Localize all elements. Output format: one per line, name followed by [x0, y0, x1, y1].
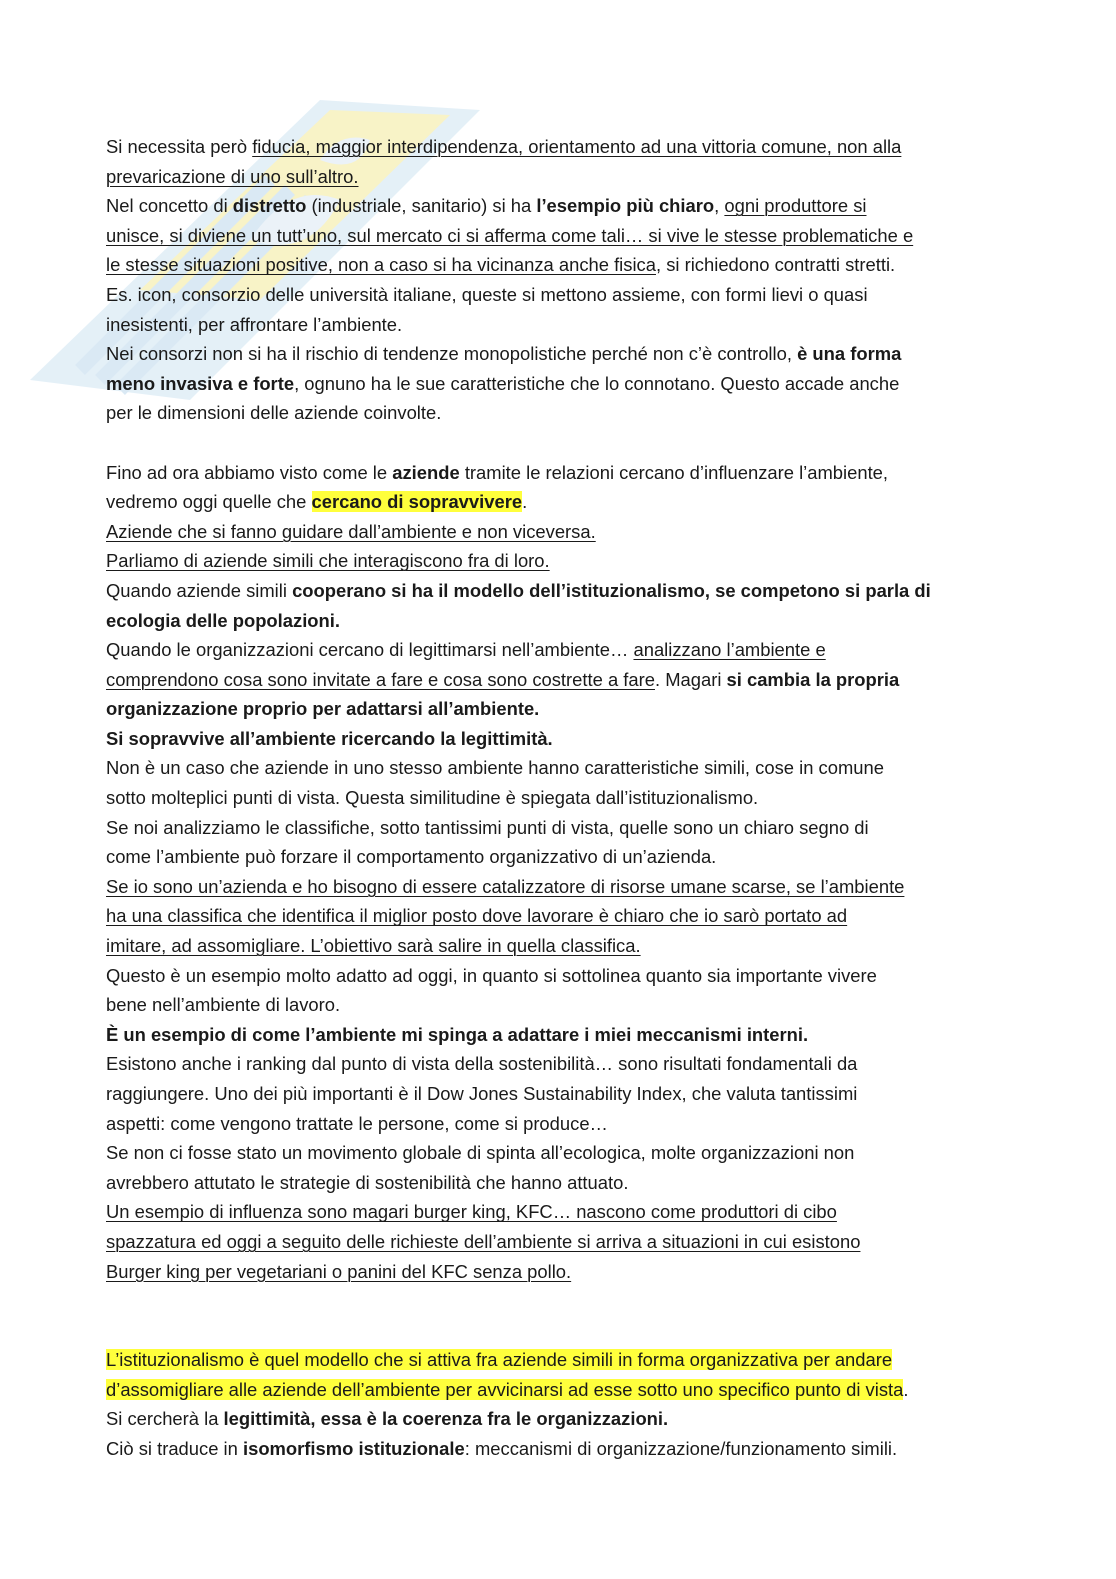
text-line: Si sopravvive all’ambiente ricercando la legittimità.: [106, 727, 553, 749]
text-line: Se non ci fosse stato un movimento globale di spinta all’ecologica, molte organizzazioni non: [106, 1142, 855, 1164]
text-line: ecologia delle popolazioni.: [106, 609, 340, 631]
text-line: imitare, ad assomigliare. L’obiettivo sarà salire in quella classifica.: [106, 935, 641, 957]
text-line: Si necessita però fiducia, maggior interdipendenza, orientamento ad una vittoria comune, non alla: [106, 136, 902, 157]
text-line: spazzatura ed oggi a seguito delle richieste dell’ambiente si arriva a situazioni in cui esistono: [106, 1230, 861, 1252]
text-line: Aziende che si fanno guidare dall’ambiente e non viceversa.: [106, 520, 596, 542]
text-line: d’assomigliare alle aziende dell’ambiente per avvicinarsi ad esse sotto uno specifico punto di vista.: [106, 1378, 909, 1400]
text-line: È un esempio di come l’ambiente mi spinga a adattare i miei meccanismi interni.: [106, 1023, 809, 1045]
text-line: Ciò si traduce in isomorfismo istituzionale: meccanismi di organizzazione/funzionamento simili.: [106, 1437, 898, 1459]
text-line: vedremo oggi quelle che cercano di sopravvivere.: [106, 491, 528, 513]
text-line: inesistenti, per affrontare l’ambiente.: [106, 313, 403, 335]
text-line: Parliamo di aziende simili che interagiscono fra di loro.: [106, 550, 550, 572]
text-line: sotto molteplici punti di vista. Questa similitudine è spiegata dall’istituzionalismo.: [106, 787, 759, 809]
text-line: Un esempio di influenza sono magari burger king, KFC… nascono come produttori di cibo: [106, 1201, 837, 1223]
text-line: Quando aziende simili cooperano si ha il modello dell’istituzionalismo, se competono si parla di: [106, 579, 931, 601]
text-line: Se io sono un’azienda e ho bisogno di essere catalizzatore di risorse umane scarse, se l’ambiente: [106, 875, 905, 897]
text-line: per le dimensioni delle aziende coinvolte.: [106, 402, 442, 424]
text-line: organizzazione proprio per adattarsi all’ambiente.: [106, 698, 540, 720]
text-line: Burger king per vegetariani o panini del KFC senza pollo.: [106, 1260, 572, 1282]
text-line: unisce, si diviene un tutt’uno, sul mercato ci si afferma come tali… si vive le stesse problematiche e: [106, 224, 914, 246]
text-line: comprendono cosa sono invitate a fare e cosa sono costrette a fare. Magari si cambia la propria: [106, 668, 900, 690]
text-line: L’istituzionalismo è quel modello che si attiva fra aziende simili in forma organizzativa per andare: [106, 1349, 893, 1371]
text-line: avrebbero attutato le strategie di sostenibilità che hanno attuato.: [106, 1171, 629, 1193]
text-line: Non è un caso che aziende in uno stesso ambiente hanno caratteristiche simili, cose in comune: [106, 757, 884, 779]
text-line: Si cercherà la legittimità, essa è la coerenza fra le organizzazioni.: [106, 1408, 669, 1430]
text-line: raggiungere. Uno dei più importanti è il Dow Jones Sustainability Index, che valuta tantissimi: [106, 1083, 858, 1104]
document-body: [106, 132, 1011, 1464]
text-line: ha una classifica che identifica il miglior posto dove lavorare è chiaro che io sarò portato ad: [106, 905, 848, 927]
text-line: Es. icon, consorzio delle università italiane, queste si mettono assieme, con formi lievi o quasi: [106, 283, 868, 305]
text-line: Nel concetto di distretto (industriale, sanitario) si ha l’esempio più chiaro, ogni produttore si: [106, 195, 867, 217]
text-line: le stesse situazioni positive, non a caso si ha vicinanza anche fisica, si richiedono contratti stretti.: [106, 254, 896, 276]
text-line: meno invasiva e forte, ognuno ha le sue caratteristiche che lo connotano. Questo accade anche: [106, 372, 900, 394]
text-line: Esistono anche i ranking dal punto di vista della sostenibilità… sono risultati fondamentali da: [106, 1053, 858, 1075]
text-line: Nei consorzi non si ha il rischio di tendenze monopolistiche perché non c’è controllo, è una forma: [106, 343, 902, 365]
text-line: Questo è un esempio molto adatto ad oggi, in quanto si sottolinea quanto sia importante vivere: [106, 964, 877, 986]
text-line: prevaricazione di uno sull’altro.: [106, 165, 359, 187]
text-line: come l’ambiente può forzare il comportamento organizzativo di un’azienda.: [106, 846, 717, 868]
text-line: Se noi analizziamo le classifiche, sotto tantissimi punti di vista, quelle sono un chiaro segno di: [106, 816, 869, 838]
text-line: Fino ad ora abbiamo visto come le aziende tramite le relazioni cercano d’influenzare l’ambiente,: [106, 461, 889, 483]
text-line: aspetti: come vengono trattate le persone, come si produce…: [106, 1112, 608, 1134]
text-line: Quando le organizzazioni cercano di legittimarsi nell’ambiente… analizzano l’ambiente e: [106, 639, 826, 661]
text-line: bene nell’ambiente di lavoro.: [106, 994, 341, 1016]
